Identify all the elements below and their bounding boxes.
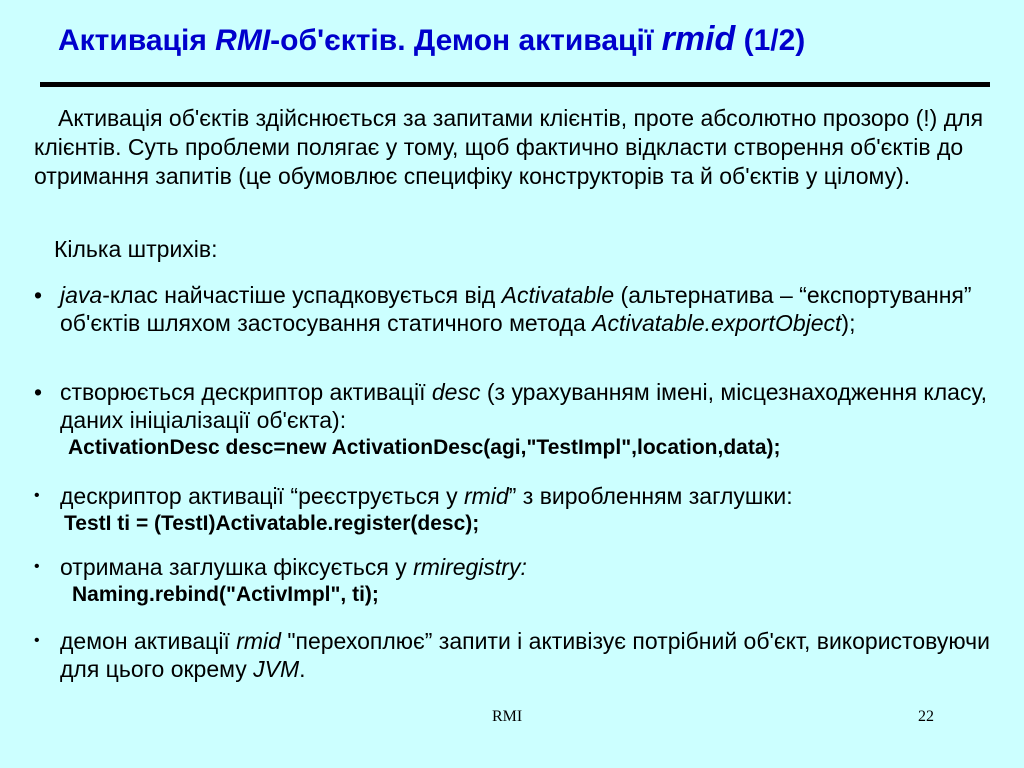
bullet-marker: •: [34, 632, 40, 649]
page-number: 22: [918, 708, 934, 725]
footer-label: RMI: [492, 708, 523, 725]
bullet-item-4: • отримана заглушка фіксується у rmiregistry: Naming.rebind("ActivImpl", ti);: [34, 553, 1004, 609]
bullet-marker: •: [34, 282, 43, 308]
code-line: ActivationDesc desc=new ActivationDesc(agi,"TestImpl",location,data);: [68, 436, 781, 459]
bullet-item-2: • створюється дескриптор активації desc (з урахуванням імені, місцезнаходження класу, даних ініціалізації об'єкта): ActivationDesc desc=new ActivationDesc(agi,"TestImpl",location,data);: [34, 378, 1004, 462]
code-line: Naming.rebind("ActivImpl", ti);: [72, 583, 379, 606]
code-line: TestI ti = (TestI)Activatable.register(desc);: [64, 512, 480, 535]
title-divider: [40, 82, 990, 87]
bullet-item-3: • дескриптор активації “реєструється у rmid” з виробленням заглушки: TestI ti = (TestI)Activatable.register(desc);: [34, 482, 1004, 538]
bullet-item-1: • java-клас найчастіше успадковується від Activatable (альтернатива – “експортування” об'єктів шляхом застосування статичного метода Activatable.exportObject);: [34, 282, 972, 336]
intro-paragraph: Активація об'єктів здійснюється за запитами клієнтів, проте абсолютно прозоро (!) для клієнтів. Суть проблеми полягає у тому, щоб фактично відкласти створення об'єктів до отримання запитів (це обумовлює специфіку конструкторів та й об'єктів у цілому).: [34, 105, 984, 189]
slide-title: Активація RMI-об'єктів. Демон активації rmid (1/2): [58, 20, 806, 58]
strokes-label: Кілька штрихів:: [54, 236, 218, 262]
bullet-marker: •: [34, 487, 40, 504]
bullet-item-5: • демон активації rmid "перехоплює” запити і активізує потрібний об'єкт, використовуючи для цього окрему JVM.: [34, 628, 990, 682]
bullet-marker: •: [34, 558, 40, 575]
bullet-marker: •: [34, 379, 43, 405]
